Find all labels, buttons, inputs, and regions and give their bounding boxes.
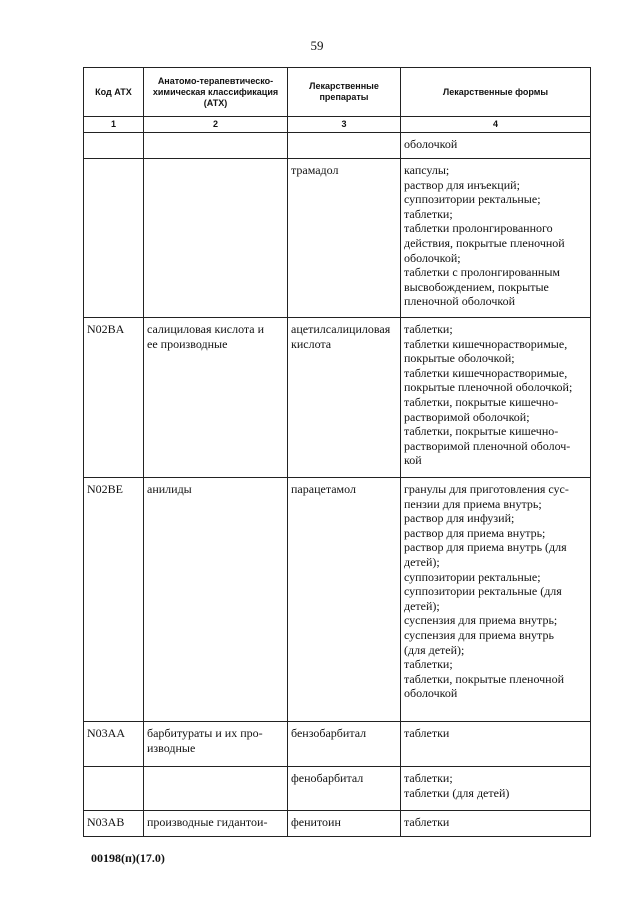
cell-dosage-forms — [401, 811, 591, 837]
cell-classification-line: ее производные — [147, 336, 228, 351]
table-row — [84, 159, 591, 318]
cell-dosage-forms — [401, 159, 591, 318]
cell-dosage-forms-line: суппозитории ректальные; — [404, 192, 541, 207]
table-row — [84, 811, 591, 837]
cell-dosage-forms-line: таблетки, покрытые кишечно- — [404, 424, 559, 439]
header-dosage-forms: Лекарственные формы — [401, 68, 591, 117]
table-body — [84, 133, 591, 837]
cell-classification-line: салициловая кислота и — [147, 322, 265, 336]
cell-classification-line: производные гидантои- — [147, 815, 268, 829]
cell-dosage-forms — [401, 318, 591, 478]
table-row — [84, 133, 591, 159]
cell-dosage-forms-line: действия, покрытые пленочной — [404, 235, 565, 250]
cell-classification — [144, 318, 288, 478]
cell-dosage-forms-line: растворимой пленочной оболоч- — [404, 438, 571, 453]
cell-dosage-forms-line: таблетки пролонгированного — [404, 221, 553, 236]
cell-dosage-forms-line: таблетки; — [404, 657, 453, 672]
cell-dosage-forms-line: оболочкой — [404, 137, 458, 151]
cell-drug — [288, 159, 401, 318]
cell-classification — [144, 811, 288, 837]
cell-dosage-forms-line: таблетки; — [404, 206, 453, 221]
table-row — [84, 767, 591, 811]
cell-classification-line: изводные — [147, 740, 196, 755]
cell-dosage-forms-line: таблетки кишечнорастворимые, — [404, 336, 568, 351]
cell-dosage-forms-line: таблетки; — [404, 771, 453, 785]
column-number: 3 — [288, 117, 401, 133]
cell-atx-code — [84, 133, 144, 159]
cell-dosage-forms-line: детей); — [404, 554, 440, 569]
column-number: 4 — [401, 117, 591, 133]
cell-classification-line: барбитураты и их про- — [147, 726, 263, 740]
cell-dosage-forms-line: раствор для приема внутрь (для — [404, 540, 567, 555]
cell-atx-code: N02BA — [84, 318, 144, 478]
cell-dosage-forms-line: оболочкой; — [404, 250, 461, 265]
cell-drug-line: ацетилсалициловая — [291, 322, 391, 336]
header-atx-code: Код АТХ — [84, 68, 144, 117]
cell-atx-code — [84, 767, 144, 811]
cell-dosage-forms-line: детей); — [404, 598, 440, 613]
cell-dosage-forms — [401, 133, 591, 159]
table-row — [84, 722, 591, 767]
cell-classification — [144, 767, 288, 811]
cell-atx-code: N03AA — [84, 722, 144, 767]
cell-dosage-forms-line: растворимой оболочкой; — [404, 409, 530, 424]
cell-classification — [144, 133, 288, 159]
table-row — [84, 478, 591, 722]
column-number: 1 — [84, 117, 144, 133]
cell-classification — [144, 722, 288, 767]
cell-dosage-forms-line: пензии для приема внутрь; — [404, 496, 542, 511]
atx-table — [83, 67, 591, 837]
cell-dosage-forms-line: (для детей); — [404, 642, 465, 657]
cell-drug — [288, 318, 401, 478]
cell-drug — [288, 811, 401, 837]
cell-dosage-forms-line: таблетки — [404, 726, 450, 740]
cell-dosage-forms — [401, 722, 591, 767]
cell-dosage-forms — [401, 478, 591, 722]
cell-drug — [288, 722, 401, 767]
column-number: 2 — [144, 117, 288, 133]
cell-drug-line: парацетамол — [291, 482, 356, 496]
cell-dosage-forms-line: таблетки (для детей) — [404, 785, 510, 800]
cell-drug-line: трамадол — [291, 163, 339, 177]
cell-dosage-forms-line: оболочкой — [404, 686, 458, 701]
cell-dosage-forms-line: кой — [404, 453, 422, 468]
page-number: 59 — [310, 38, 324, 53]
cell-dosage-forms-line: таблетки, покрытые пленочной — [404, 671, 565, 686]
cell-dosage-forms-line: высвобождением, покрытые — [404, 279, 549, 294]
cell-dosage-forms-line: таблетки с пролонгированным — [404, 265, 561, 280]
cell-classification — [144, 159, 288, 318]
cell-drug-line: фенобарбитал — [291, 771, 364, 785]
cell-dosage-forms-line: покрытые пленочной оболочкой; — [404, 380, 573, 395]
cell-atx-code: N02BE — [84, 478, 144, 722]
document-code: 00198(п)(17.0) — [91, 851, 165, 865]
cell-atx-code: N03AB — [84, 811, 144, 837]
cell-dosage-forms-line: таблетки — [404, 815, 450, 829]
cell-dosage-forms-line: раствор для инфузий; — [404, 511, 515, 526]
cell-classification-line: анилиды — [147, 482, 192, 496]
header-classification: Анатомо-терапевтическо-химическая классификация (АТХ) — [144, 68, 288, 117]
cell-dosage-forms-line: суппозитории ректальные; — [404, 569, 541, 584]
cell-drug — [288, 478, 401, 722]
cell-dosage-forms-line: гранулы для приготовления сус- — [404, 482, 569, 496]
cell-dosage-forms-line: раствор для приема внутрь; — [404, 525, 546, 540]
cell-dosage-forms-line: суппозитории ректальные (для — [404, 584, 562, 599]
cell-dosage-forms-line: покрытые оболочкой; — [404, 351, 515, 366]
cell-atx-code — [84, 159, 144, 318]
cell-dosage-forms-line: таблетки кишечнорастворимые, — [404, 365, 568, 380]
cell-dosage-forms-line: таблетки, покрытые кишечно- — [404, 394, 559, 409]
column-number-row — [84, 117, 591, 133]
cell-drug-line: фенитоин — [291, 815, 341, 829]
cell-dosage-forms-line: таблетки; — [404, 322, 453, 336]
cell-classification — [144, 478, 288, 722]
cell-drug-line: бензобарбитал — [291, 726, 367, 740]
header-drugs: Лекарственные препараты — [288, 68, 401, 117]
cell-drug — [288, 767, 401, 811]
cell-dosage-forms-line: капсулы; — [404, 163, 450, 177]
cell-drug-line: кислота — [291, 336, 332, 351]
cell-dosage-forms — [401, 767, 591, 811]
cell-dosage-forms-line: пленочной оболочкой — [404, 294, 516, 309]
table-header-row — [84, 68, 591, 117]
cell-dosage-forms-line: суспензия для приема внутрь — [404, 627, 554, 642]
cell-dosage-forms-line: раствор для инъекций; — [404, 177, 520, 192]
table-row — [84, 318, 591, 478]
cell-dosage-forms-line: суспензия для приема внутрь; — [404, 613, 558, 628]
cell-drug — [288, 133, 401, 159]
